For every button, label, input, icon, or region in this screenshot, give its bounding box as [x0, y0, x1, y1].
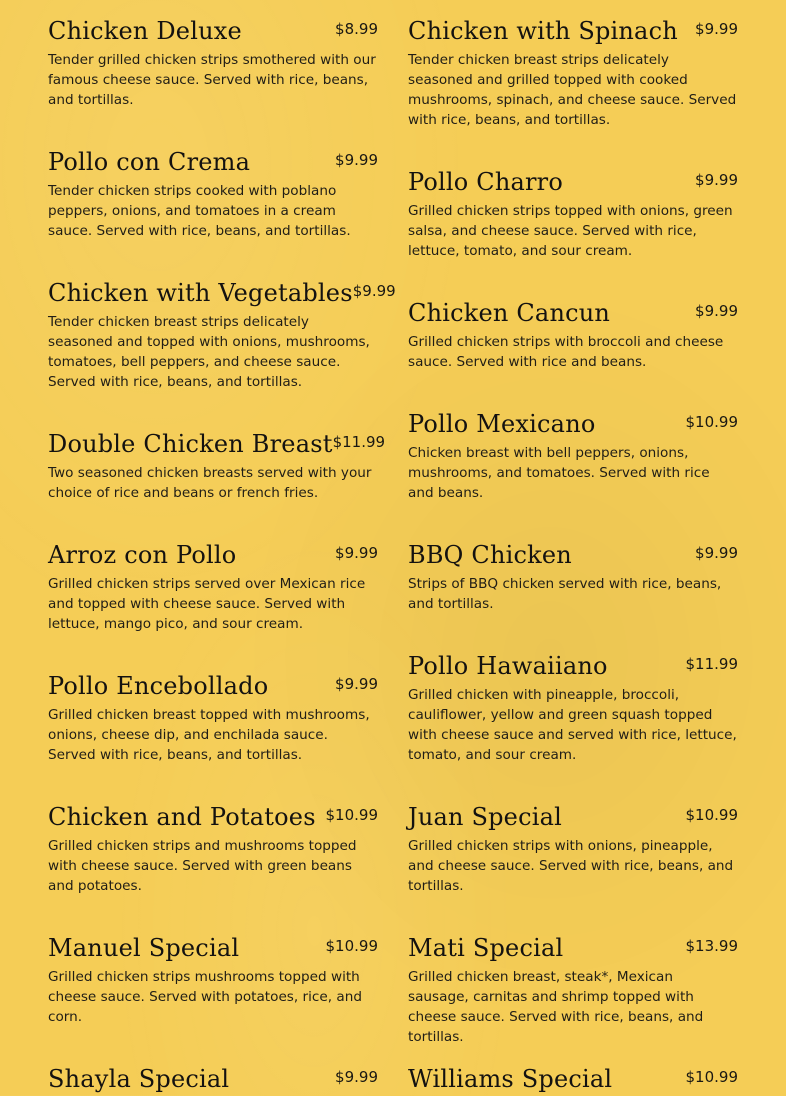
item-name: Manuel Special: [48, 934, 240, 962]
item-name: Arroz con Pollo: [48, 541, 237, 569]
item-price: $9.99: [335, 1068, 378, 1086]
item-price: $9.99: [335, 675, 378, 693]
item-name: Pollo Mexicano: [408, 410, 596, 438]
item-description: Two seasoned chicken breasts served with your choice of rice and beans or french fries.: [48, 465, 372, 501]
item-description: Strips of BBQ chicken served with rice, beans, and tortillas.: [408, 576, 722, 612]
menu-item-chicken-and-potatoes: [48, 800, 378, 896]
menu-item-pollo-hawaiiano: [408, 649, 738, 765]
item-name: Double Chicken Breast: [48, 430, 333, 458]
item-name: Chicken Deluxe: [48, 17, 242, 45]
item-name: Shayla Special: [48, 1065, 230, 1093]
item-name: Williams Special: [408, 1065, 613, 1093]
item-price: $10.99: [325, 806, 378, 824]
item-price: $10.99: [325, 937, 378, 955]
menu-item-chicken-deluxe: [48, 14, 378, 110]
item-description: Chicken breast with bell peppers, onions, mushrooms, and tomatoes. Served with rice and beans.: [408, 445, 710, 501]
menu-item-pollo-mexicano: [408, 407, 738, 503]
item-price: $9.99: [695, 20, 738, 38]
menu-item-bbq-chicken: [408, 538, 738, 614]
item-price: $11.99: [332, 433, 386, 451]
item-price: $9.99: [695, 544, 738, 562]
item-price: $9.99: [335, 544, 378, 562]
item-name: Chicken with Vegetables: [48, 279, 353, 307]
item-name: Pollo Charro: [408, 168, 563, 196]
menu-item-chicken-cancun: [408, 296, 738, 372]
item-name: Pollo Encebollado: [48, 672, 269, 700]
item-name: Pollo Hawaiiano: [408, 652, 608, 680]
menu-item-shayla-special: [48, 1062, 378, 1096]
menu-item-chicken-with-spinach: [408, 14, 738, 130]
item-description: Grilled chicken strips with onions, pineapple, and cheese sauce. Served with rice, beans, and tortillas.: [408, 838, 734, 894]
item-name: Chicken and Potatoes: [48, 803, 316, 831]
item-price: $9.99: [352, 282, 396, 300]
item-description: Tender chicken strips cooked with poblano peppers, onions, and tomatoes in a cream sauce. Served with rice, beans, and tortillas.: [48, 183, 351, 239]
menu-item-manuel-special: [48, 931, 378, 1027]
item-name: Chicken with Spinach: [408, 17, 678, 45]
menu-item-juan-special: [408, 800, 738, 896]
menu-item-chicken-with-vegetables: [48, 276, 396, 392]
item-price: $9.99: [335, 151, 378, 169]
menu-item-pollo-charro: [408, 165, 738, 261]
menu-item-mati-special: [408, 931, 738, 1047]
item-price: $13.99: [685, 937, 738, 955]
item-price: $10.99: [685, 413, 738, 431]
menu-item-arroz-con-pollo: [48, 538, 378, 634]
item-description: Grilled chicken with pineapple, broccoli, cauliflower, yellow and green squash topped with cheese sauce and served with rice, lettuce, tomato, and sour cream.: [408, 687, 737, 763]
item-description: Grilled chicken strips with broccoli and cheese sauce. Served with rice and beans.: [408, 334, 724, 370]
menu-item-pollo-encebollado: [48, 669, 378, 765]
item-description: Tender chicken breast strips delicately seasoned and grilled topped with cooked mushrooms, spinach, and cheese sauce. Served with rice, beans, and tortillas.: [408, 52, 737, 128]
item-name: Mati Special: [408, 934, 564, 962]
item-description: Grilled chicken strips and mushrooms topped with cheese sauce. Served with green beans and potatoes.: [48, 838, 357, 894]
menu-item-double-chicken-breast: [48, 427, 386, 503]
item-description: Grilled chicken strips served over Mexican rice and topped with cheese sauce. Served with lettuce, mango pico, and sour cream.: [48, 576, 366, 632]
item-name: Juan Special: [408, 803, 562, 831]
menu-item-pollo-con-crema: [48, 145, 378, 241]
item-price: $10.99: [685, 1068, 738, 1086]
menu-item-williams-special: [408, 1062, 738, 1096]
item-price: $11.99: [685, 655, 738, 673]
item-name: BBQ Chicken: [408, 541, 572, 569]
item-name: Chicken Cancun: [408, 299, 611, 327]
item-description: Grilled chicken breast topped with mushrooms, onions, cheese dip, and enchilada sauce. Served with rice, beans, and tortillas.: [48, 707, 370, 763]
item-description: Grilled chicken breast, steak*, Mexican sausage, carnitas and shrimp topped with cheese sauce. Served with rice, beans, and tortillas.: [408, 969, 704, 1045]
item-price: $10.99: [685, 806, 738, 824]
item-description: Grilled chicken strips topped with onions, green salsa, and cheese sauce. Served with rice, lettuce, tomato, and sour cream.: [408, 203, 733, 259]
item-name: Pollo con Crema: [48, 148, 251, 176]
item-description: Tender grilled chicken strips smothered with our famous cheese sauce. Served with rice, beans, and tortillas.: [48, 52, 376, 108]
item-price: $8.99: [335, 20, 378, 38]
item-description: Grilled chicken strips mushrooms topped with cheese sauce. Served with potatoes, rice, and corn.: [48, 969, 362, 1025]
item-description: Tender chicken breast strips delicately seasoned and topped with onions, mushrooms, tomatoes, bell peppers, and cheese sauce. Served with rice, beans, and tortillas.: [48, 314, 370, 390]
item-price: $9.99: [695, 171, 738, 189]
item-price: $9.99: [695, 302, 738, 320]
